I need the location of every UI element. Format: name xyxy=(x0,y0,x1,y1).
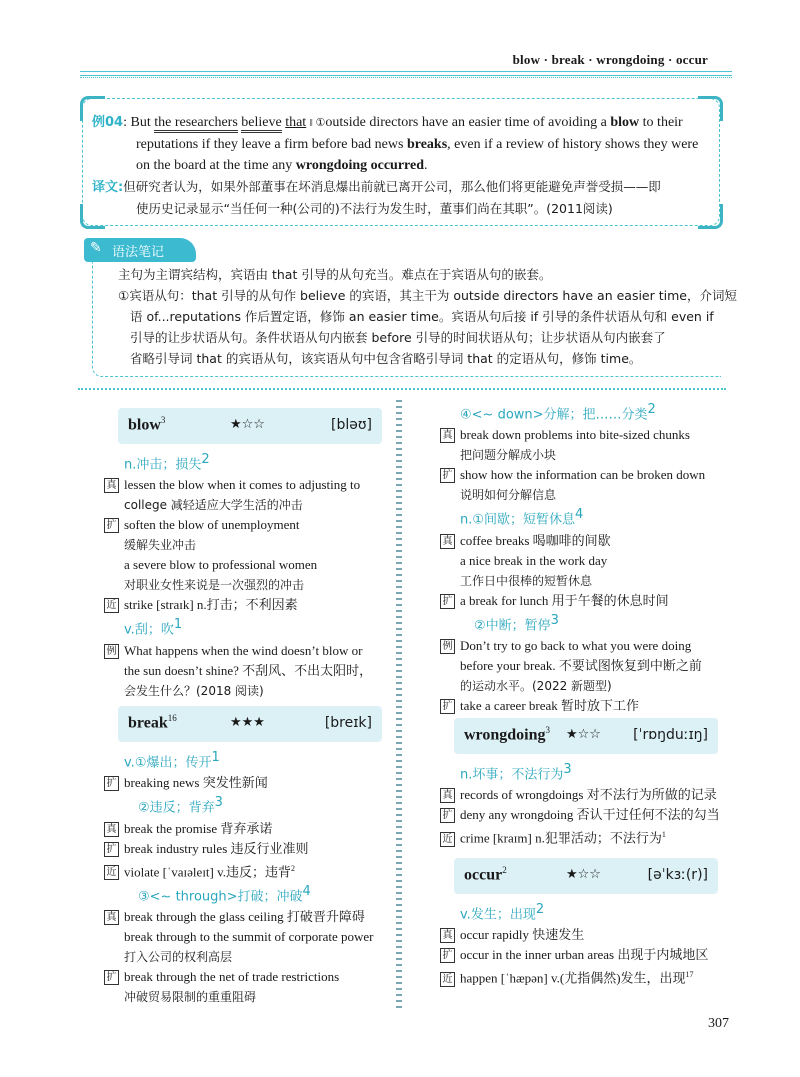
pen-icon: ✎ xyxy=(90,241,102,256)
header-dotted-rule xyxy=(80,77,732,78)
word-entry-wrongdoing xyxy=(454,718,718,754)
break-senses-left: v.①爆出；传开$^1$ 扩 breaking news 突发性新闻 ②违反；背弃$^3$ 真 break the promise 背弃承诺 扩 break industry rules 违反行业准则 近 violate [ˈvaɪəleɪt] v.违反；违背$^2$ ③<~ through>打破；冲破$^4$ 真 break through the glass ceiling 打破晋升障碍 break through to the summit of corporate power 打入公司的权利高层 扩 break through the net of trade restrictions 冲破贸易限制的重重阻碍 xyxy=(104,748,394,1007)
wrongdoing-senses: n.坏事；不法行为$^3$ 真 records of wrongdoings 对不法行为所做的记录 扩 deny any wrongdoing 否认干过任何不法的勾当 近 crime [kraɪm] n.犯罪活动；不法行为$^1$ xyxy=(440,760,740,849)
blow-senses: n.冲击；损失$^2$ 真 lessen the blow when it comes to adjusting to college 减轻适应大学生活的冲击 扩 soften the blow of unemployment 缓解失业冲击 a severe blow to professional women 对职业女性来说是一次强烈的冲击 近 strike [straɪk] n.打击；不利因素 v.刮；吹$^1$ 例 What happens when the wind doesn’t blow or the sun doesn’t shine? 不刮风、不出太阳时， 会发生什么？(2018 阅读) xyxy=(104,450,394,701)
running-header: blow · break · wrongdoing · occur xyxy=(512,52,708,67)
star-rating: ★★★ xyxy=(230,715,265,730)
example-label: 例04 xyxy=(92,115,124,130)
that-underline: that xyxy=(285,115,307,130)
star-rating: ★☆☆ xyxy=(566,867,601,882)
subject-underline: the researchers xyxy=(154,115,238,133)
verb-underline: believe xyxy=(241,115,281,133)
headword: blow$^3$ xyxy=(128,415,166,434)
phonetic: [əˈkɜː(r)] xyxy=(647,867,708,883)
phonetic: [bləʊ] xyxy=(331,417,372,433)
phonetic: [ˈrɒŋduːɪŋ] xyxy=(633,727,708,743)
word-entry-occur xyxy=(454,858,718,894)
word-entry-blow xyxy=(118,408,382,444)
star-rating: ★☆☆ xyxy=(230,417,265,432)
word-entry-break xyxy=(118,706,382,742)
headword: break$^{16}$ xyxy=(128,713,177,732)
column-divider xyxy=(396,400,402,1010)
occur-senses: v.发生；出现$^2$ 真 occur rapidly 快速发生 扩 occur in the inner urban areas 出现于内城地区 近 happen [ˈhæpən] v.(尤指偶然)发生，出现$^{17}$ xyxy=(440,900,740,989)
phonetic: [breɪk] xyxy=(324,715,372,731)
grammar-notes: 主句为主谓宾结构，宾语由 that 引导的从句充当。难点在于宾语从句的嵌套。 ①宾语从句：that 引导的从句作 believe 的宾语，其主干为 outside directors have an easier time，介词短 语 of...reputations 作后置定语，修饰 an easier time。宾语从句后接 if 引导的条件状语从句和 even if 引导的让步状语从句。条件状语从句内嵌套 before 引导的时间状语从句；让步状语从句内嵌套了 省略引导词 that 的宾语从句，该宾语从句中包含省略引导词 that 的定语从句，修饰 time。 xyxy=(118,267,737,366)
example-sentence: 例04: But the researchers believe that ‖ ①outside directors have an easier time of avoiding a blow to their reputations if they leave a firm before bad news breaks, even if a review of history shows they were on the board at the time any wrongdoing occurred. 译文:但研究者认为，如果外部董事在坏消息爆出前就已离开公司，那么他们将更能避免声誉受损——即 使历史记录显示“当任何一种(公司的)不法行为发生时，董事们尚在其职”。(2011阅读) xyxy=(92,115,699,216)
headword: occur$^2$ xyxy=(464,865,507,884)
grammar-title: 语法笔记 xyxy=(112,245,165,260)
headword: wrongdoing$^3$ xyxy=(464,725,551,744)
break-senses-right: ④<~ down>分解；把……分类$^2$ 真 break down problems into bite-sized chunks 把问题分解成小块 扩 show how the information can be broken down 说明如何分解信息 n.①间歇；短暂休息$^4$ 真 coffee breaks 喝咖啡的间歇 a nice break in the work day 工作日中很棒的短暂休息 扩 a break for lunch 用于午餐的休息时间 ②中断；暂停$^3$ 例 Don’t try to go back to what you were doing before your break. 不要试图恢复到中断之前 的运动水平。(2022 新题型) 扩 take a career break 暂时放下工作 xyxy=(440,400,740,716)
page-number: 307 xyxy=(708,1016,729,1031)
translation-label: 译文: xyxy=(92,180,124,195)
header-rule xyxy=(80,71,732,76)
section-divider xyxy=(78,388,726,390)
star-rating: ★☆☆ xyxy=(566,727,601,742)
